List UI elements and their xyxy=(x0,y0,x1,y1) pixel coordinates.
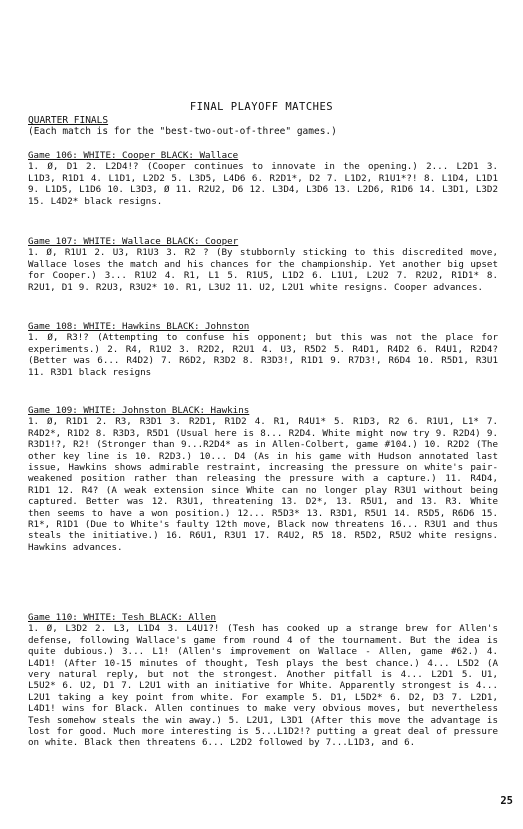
game-110 xyxy=(28,612,498,749)
intro-text: (Each match is for the "best-two-out-of-three" games.) xyxy=(28,126,337,138)
game-109 xyxy=(28,405,498,553)
game-header: Game 108: WHITE: Hawkins BLACK: Johnston xyxy=(28,321,250,332)
page-number: 25 xyxy=(500,795,513,807)
game-moves: 1. Ø, R1U1 2. U3, R1U3 3. R2 ? (By stubbornly sticking to this discredited move, Wallace loses the match and his chances for the championship. Yet another big upset for Cooper.) 3... R1U2 4. R1, L1 5. R1U5, L1D2 6. L1U1, L2U2 7. R2U2, R1D1* 8. R2U1, D1 9. R2U3, R3U2* 10. R1, L3U2 11. U2, L2U1 white resigns. Cooper advances. xyxy=(28,247,498,293)
game-107 xyxy=(28,236,498,293)
game-moves: 1. Ø, R1D1 2. R3, R3D1 3. R2D1, R1D2 4. R1, R4U1* 5. R1D3, R2 6. R1U1, L1* 7. R4D2*, R1D2 8. R3D3, R5D1 (Usual here is 8... R2D4. White might now try 9. R2D4) 9. R3D1!?, R2! (Stronger than 9...R2D4* as in Allen-Colbert, game #104.) 10. R2D2 (The other key line is 10. R2D3.) 10... D4 (As in his game with Hudson annotated last issue, Hawkins shows admirable restraint, increasing the pressure on white's pair-weakened position rather than releasing the pressure with a capture.) 11. R4D4, R1D1 12. R4? (A weak extension since White can no longer play R3U1 without being captured. Better was 12. R3U1, threatening 13. D2*, 13. R5U1, and 13. R3. White then seems to have a won position.) 12... R5D3* 13. R3D1, R5U1 14. R5D5, R6D6 15. R1*, R1D1 (Due to White's faulty 12th move, Black now threatens 16... R3U1 and thus steals the initiative.) 16. R6U1, R3U1 17. R4U2, R5 18. R5D2, R5U2 white resigns. Hawkins advances. xyxy=(28,416,498,553)
section-heading: QUARTER FINALS xyxy=(28,115,109,126)
game-header: Game 107: WHITE: Wallace BLACK: Cooper xyxy=(28,236,239,247)
game-108 xyxy=(28,321,498,378)
game-header: Game 109: WHITE: Johnston BLACK: Hawkins xyxy=(28,405,250,416)
game-header: Game 110: WHITE: Tesh BLACK: Allen xyxy=(28,612,217,623)
game-moves: 1. Ø, D1 2. L2D4!? (Cooper continues to innovate in the opening.) 2... L2D1 3. L1D3, R1D1 4. L1D1, L2D2 5. L3D5, L4D6 6. R2D1*, D2 7. L1D2, R1U1*?! 8. L1D4, L1D1 9. L1D5, L1D6 10. L3D3, Ø 11. R2U2, D6 12. L3D4, L3D6 13. L2D6, R1D6 14. L3D1, L3D2 15. L4D2* black resigns. xyxy=(28,161,498,207)
game-moves: 1. Ø, L3D2 2. L3, L1D4 3. L4U1?! (Tesh has cooked up a strange brew for Allen's defense, following Wallace's game from round 4 of the tournament. But the idea is quite dubious.) 3... L1! (Allen's improvement on Wallace - Allen, game #62.) 4. L4D1! (After 10-15 minutes of thought, Tesh plays the best chance.) 4... L5D2 (A very natural reply, but not the strongest. Another pitfall is 4... L2D1 5. U1, L5U2* 6. U2, D1 7. L2U1 with an initiative for White. Apparently strongest is 4... L2U1 taking a key point from white. For example 5. D1, L5D2* 6. D2, D3 7. L2D1, L4D1! wins for Black. Allen continues to make very obvious moves, but nevertheless Tesh somehow steals the win away.) 5. L2U1, L3D1 (After this move the advantage is lost for good. Much more interesting is 5...L1D2!? putting a great deal of pressure on white. Black then threatens 6... L2D2 followed by 7...L1D3, and 6. xyxy=(28,623,498,749)
page-title: FINAL PLAYOFF MATCHES xyxy=(189,101,334,113)
intro-section xyxy=(28,115,498,137)
game-header: Game 106: WHITE: Cooper BLACK: Wallace xyxy=(28,150,239,161)
game-moves: 1. Ø, R3!? (Attempting to confuse his opponent; but this was not the place for experiments.) 2. R4, R1U2 3. R2D2, R2U1 4. U3, R5D2 5. R4D1, R4D2 6. R4U1, R2D4? (Better was 6... R4D2) 7. R6D2, R3D2 8. R3D3!, R1D1 9. R7D3!, R6D4 10. R5D1, R3U1 11. R3D1 black resigns xyxy=(28,332,498,378)
game-106 xyxy=(28,150,498,207)
